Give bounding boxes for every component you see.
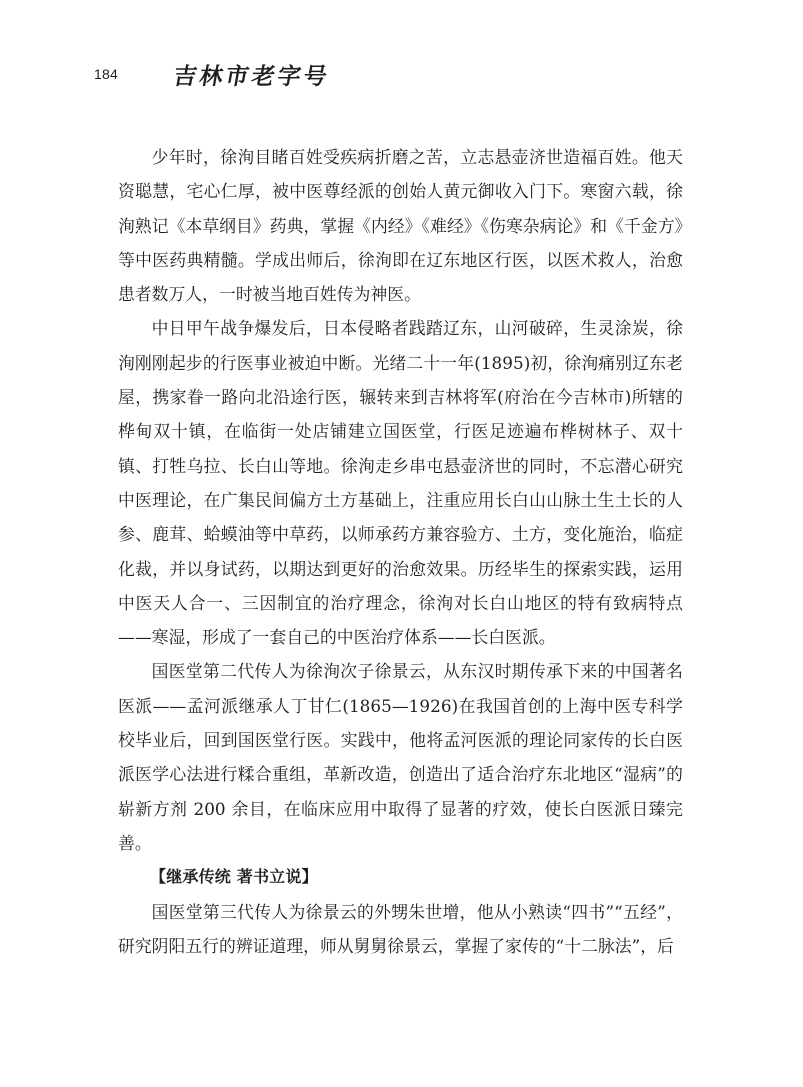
paragraph-second-generation: 国医堂第二代传人为徐洵次子徐景云，从东汉时期传承下来的中国著名医派——孟河派继承人丁甘仁(1865—1926)在我国首创的上海中医专科学校毕业后，回到国医堂行医。实践中，他将孟河医派的理论同家传的长白医派医学心法进行糅合重组，革新改造，创造出了适合治疗东北地区“湿病”的崭新方剂 200 余目，在临床应用中取得了显著的疗效，使长白医派日臻完善。 bbox=[118, 661, 683, 853]
page-number: 184 bbox=[94, 66, 118, 82]
page-header bbox=[94, 58, 594, 94]
paragraph-youth: 少年时，徐洵目睹百姓受疾病折磨之苦，立志悬壶济世造福百姓。他天资聪慧，宅心仁厚，被中医尊经派的创始人黄元御收入门下。寒窗六载，徐洵熟记《本草纲目》药典，掌握《内经》《难经》《伤寒杂病论》和《千金方》等中医药典精髓。学成出师后，徐洵即在辽东地区行医，以医术救人，治愈患者数万人，一时被当地百姓传为神医。 bbox=[118, 147, 683, 305]
paragraph-third-generation: 国医堂第三代传人为徐景云的外甥朱世增，他从小熟读“四书”“五经”，研究阴阳五行的辨证道理，师从舅舅徐景云，掌握了家传的“十二脉法”，后 bbox=[118, 901, 683, 956]
section-heading: 【继承传统 著书立说】 bbox=[150, 867, 318, 887]
book-title: 吉林市老字号 bbox=[171, 63, 333, 90]
page-content bbox=[118, 140, 683, 963]
paragraph-war-migration: 中日甲午战争爆发后，日本侵略者践踏辽东，山河破碎，生灵涂炭，徐洵刚刚起步的行医事业被迫中断。光绪二十一年(1895)初，徐洵痛别辽东老屋，携家眷一路向北沿途行医，辗转来到吉林将军(府治在今吉林市)所辖的桦甸双十镇，在临街一处店铺建立国医堂，行医足迹遍布桦树林子、双十镇、打牲乌拉、长白山等地。徐洵走乡串屯悬壶济世的同时，不忘潜心研究中医理论，在广集民间偏方土方基础上，注重应用长白山山脉土生土长的人参、鹿茸、蛤蟆油等中草药，以师承药方兼容验方、土方，变化施治，临症化裁，并以身试药，以期达到更好的治愈效果。历经毕生的探索实践，运用中医天人合一、三因制宜的治疗理念，徐洵对长白山地区的特有致病特点——寒湿，形成了一套自己的中医治疗体系——长白医派。 bbox=[118, 318, 683, 648]
